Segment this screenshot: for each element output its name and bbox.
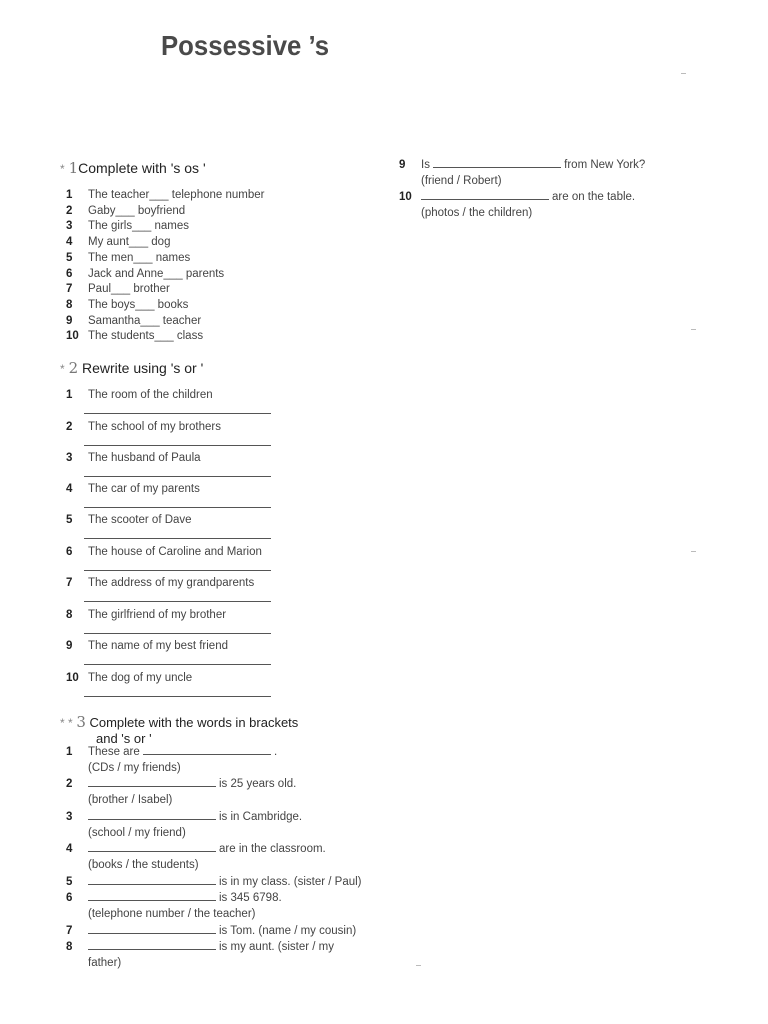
list-item (66, 576, 254, 592)
answer-blank[interactable] (433, 157, 561, 168)
answer-line[interactable] (84, 413, 271, 414)
item-hint: (telephone number / the teacher) (88, 908, 256, 921)
item-text: The dog of my uncle (88, 672, 193, 684)
item-text: The scooter of Dave (88, 514, 192, 526)
scan-mark (691, 551, 696, 552)
item-number: 8 (66, 609, 73, 621)
item-suffix: is 345 6798. (219, 892, 282, 905)
item-prefix: Is (421, 159, 430, 171)
item-number: 7 (66, 577, 73, 589)
page-title: Possessive ’s (161, 30, 330, 61)
item-number: 7 (66, 283, 73, 296)
item-text: The girls___ names (88, 220, 189, 233)
item-text: My aunt___ dog (88, 236, 171, 249)
exercise-1-list (66, 188, 264, 345)
answer-line[interactable] (84, 538, 271, 539)
list-item (66, 329, 264, 345)
item-number: 3 (66, 810, 73, 823)
item-number: 2 (66, 421, 73, 433)
answer-line[interactable] (84, 570, 271, 571)
exercise-instruction: Complete with 's os ' (78, 160, 206, 176)
item-number: 1 (66, 746, 73, 758)
difficulty-stars: * (60, 362, 65, 376)
item-prefix: These are (88, 746, 140, 758)
item-text: The school of my brothers (88, 421, 221, 433)
item-suffix: are on the table. (552, 191, 636, 204)
list-item (66, 890, 362, 907)
item-number: 10 (399, 191, 412, 204)
answer-blank[interactable] (88, 776, 216, 787)
list-item (66, 388, 213, 404)
exercise-number: 2 (68, 359, 79, 377)
exercise-3-list-right (399, 157, 645, 222)
item-number: 7 (66, 924, 73, 937)
item-text: The room of the children (88, 389, 213, 401)
item-suffix: is in Cambridge. (219, 810, 303, 823)
item-text: The boys___ books (88, 298, 189, 311)
list-item (66, 939, 362, 956)
list-item (66, 204, 264, 220)
list-item (66, 874, 362, 891)
list-item (66, 267, 264, 283)
answer-line[interactable] (84, 696, 271, 697)
list-item (66, 776, 362, 793)
difficulty-stars: * * (60, 716, 73, 730)
item-number: 8 (66, 941, 73, 954)
item-hint: (brother / Isabel) (88, 794, 173, 807)
item-text: Samantha___ teacher (88, 314, 202, 327)
answer-blank[interactable] (88, 841, 216, 852)
item-text: The husband of Paula (88, 452, 201, 464)
item-hint: (books / the students) (88, 858, 199, 871)
item-hint: (school / my friend) (88, 826, 186, 839)
item-number: 2 (66, 778, 73, 791)
item-number: 3 (66, 220, 73, 233)
exercise-instruction: Rewrite using 's or ' (82, 360, 204, 376)
item-hint: father) (88, 957, 122, 970)
item-number: 4 (66, 236, 73, 249)
list-item (399, 189, 645, 206)
list-item (66, 282, 264, 298)
item-hint: (photos / the children) (421, 207, 533, 220)
exercise-3-list-left (66, 744, 362, 972)
list-item (66, 420, 221, 436)
exercise-3-heading (60, 713, 298, 746)
item-number: 9 (66, 640, 73, 652)
exercise-number: 1 (68, 159, 79, 177)
list-item (66, 219, 264, 235)
answer-blank[interactable] (421, 189, 549, 200)
item-text: Jack and Anne___ parents (88, 267, 225, 280)
item-number: 1 (66, 389, 73, 401)
answer-line[interactable] (84, 476, 271, 477)
list-item (66, 188, 264, 204)
answer-line[interactable] (84, 664, 271, 665)
item-text: The teacher___ telephone number (88, 189, 265, 201)
item-text: The students___ class (88, 330, 204, 343)
list-item (66, 809, 362, 826)
list-item (66, 314, 264, 330)
list-item (66, 744, 362, 761)
answer-blank[interactable] (88, 939, 216, 950)
item-number: 2 (66, 204, 73, 217)
exercise-1-heading (60, 159, 206, 177)
item-suffix: is 25 years old. (219, 778, 297, 791)
item-hint: (friend / Robert) (421, 174, 502, 187)
item-suffix: . (273, 746, 278, 758)
answer-blank[interactable] (143, 744, 271, 755)
item-number: 8 (66, 298, 73, 311)
item-suffix: is in my class. (sister / Paul) (219, 875, 362, 888)
item-number: 6 (66, 267, 73, 280)
answer-line[interactable] (84, 507, 271, 508)
item-text: The house of Caroline and Marion (88, 546, 262, 558)
list-item (66, 923, 362, 940)
list-item (66, 671, 192, 687)
item-number: 10 (66, 672, 79, 684)
list-item (66, 545, 262, 561)
exercise-instruction-cont: and 's or ' (96, 731, 152, 746)
list-item (66, 513, 192, 529)
exercise-2-heading (60, 359, 203, 377)
item-suffix: is my aunt. (sister / my (219, 941, 335, 954)
item-number: 9 (66, 314, 73, 327)
item-suffix: are in the classroom. (219, 843, 326, 856)
answer-blank[interactable] (88, 890, 216, 901)
list-item (66, 298, 264, 314)
scan-mark (416, 965, 421, 966)
exercise-number: 3 (76, 713, 86, 731)
list-item (66, 841, 362, 858)
item-suffix: from New York? (564, 159, 646, 171)
item-number: 9 (399, 159, 406, 171)
answer-blank[interactable] (88, 923, 216, 934)
item-number: 5 (66, 875, 73, 888)
item-text: Paul___ brother (88, 283, 170, 296)
item-text: Gaby___ boyfriend (88, 204, 186, 217)
item-text: The men___ names (88, 251, 191, 264)
item-text: The car of my parents (88, 483, 200, 495)
list-item (66, 608, 226, 624)
list-item (66, 639, 228, 655)
list-item (66, 451, 201, 467)
list-item (66, 251, 264, 267)
item-text: The address of my grandparents (88, 577, 255, 589)
difficulty-stars: * (60, 162, 65, 176)
answer-line[interactable] (84, 601, 271, 602)
list-item (66, 482, 200, 498)
item-hint: (CDs / my friends) (88, 761, 181, 774)
item-number: 4 (66, 483, 73, 495)
item-text: The name of my best friend (88, 640, 228, 652)
item-number: 5 (66, 514, 73, 526)
scan-mark (681, 73, 686, 74)
item-suffix: is Tom. (name / my cousin) (219, 924, 357, 937)
item-number: 6 (66, 546, 73, 558)
item-text: The girlfriend of my brother (88, 609, 227, 621)
answer-blank[interactable] (88, 809, 216, 820)
list-item (66, 235, 264, 251)
answer-line[interactable] (84, 445, 271, 446)
scan-mark (691, 329, 696, 330)
exercise-instruction: Complete with the words in brackets (89, 715, 299, 730)
answer-line[interactable] (84, 633, 271, 634)
item-number: 1 (66, 189, 73, 201)
item-number: 4 (66, 843, 73, 856)
answer-blank[interactable] (88, 874, 216, 885)
item-number: 6 (66, 892, 73, 905)
item-number: 3 (66, 452, 73, 464)
item-number: 10 (66, 330, 79, 343)
list-item (399, 157, 645, 174)
item-number: 5 (66, 251, 73, 264)
